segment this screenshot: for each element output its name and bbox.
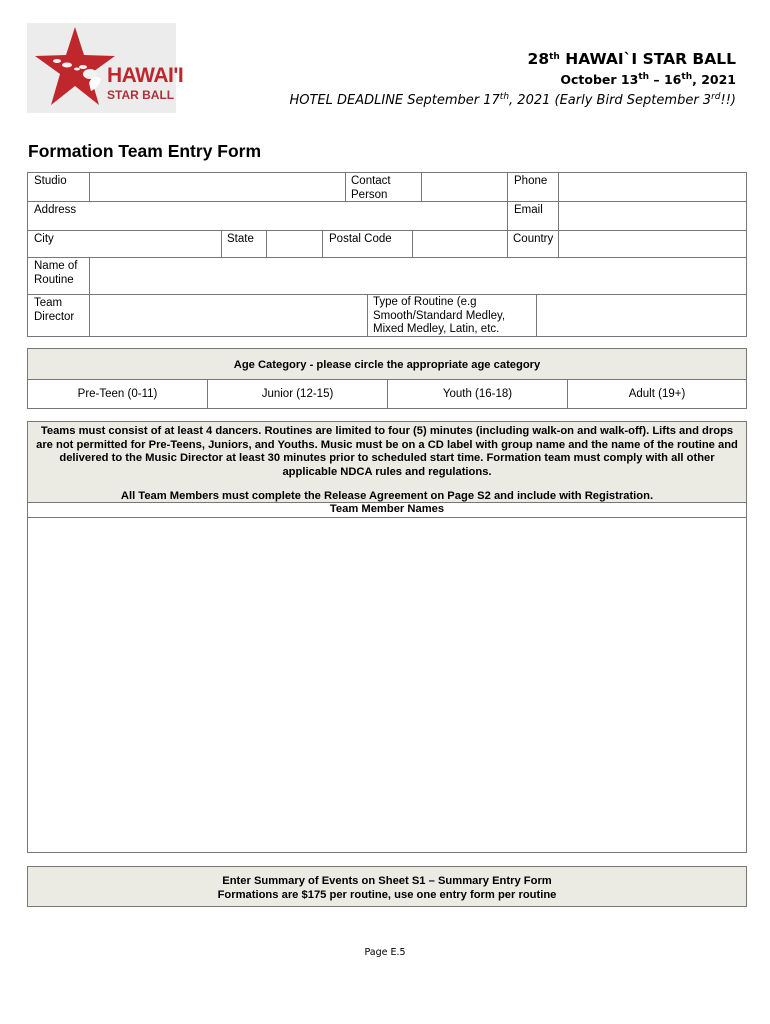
logo-line-2: STAR BALL bbox=[107, 88, 175, 102]
team-member-row[interactable] bbox=[27, 714, 747, 743]
team-member-row[interactable] bbox=[27, 742, 747, 771]
routine-name-label: Name of Routine bbox=[34, 260, 78, 286]
country-label-cell bbox=[507, 230, 559, 258]
email-label: Email bbox=[514, 204, 543, 216]
event-dates: October 13th – 16th, 2021 bbox=[560, 72, 736, 87]
routine-type-label: Type of Routine (e.g Smooth/Standard Medley, Mixed Medley, Latin, etc. bbox=[373, 296, 506, 335]
state-label: State bbox=[227, 233, 254, 245]
city-field[interactable] bbox=[27, 230, 222, 258]
routine-name-label-cell bbox=[27, 257, 90, 295]
team-director-field[interactable] bbox=[89, 294, 368, 337]
country-field[interactable] bbox=[558, 230, 747, 258]
event-title: 28th HAWAI`I STAR BALL bbox=[527, 50, 736, 68]
hawaii-star-ball-logo bbox=[27, 23, 184, 113]
phone-field[interactable] bbox=[558, 172, 747, 202]
phone-label: Phone bbox=[514, 175, 548, 187]
contact-person-label: Contact Person bbox=[351, 175, 391, 201]
summary-line-2: Formations are $175 per routine, use one entry form per routine bbox=[217, 889, 557, 901]
team-rules: Teams must consist of at least 4 dancers. Routines are limited to four (5) minutes (including walk-on and walk-off). Lifts and drops are not permitted for Pre-Teens, Juniors, and Youths. Music must be on a CD label with group name and the name of the routine and delivered to the Music Director at least 30 minutes prior to scheduled start time. Formation team must comply with all other applicable NDCA rules and regulations. bbox=[27, 421, 747, 503]
summary-note bbox=[27, 866, 747, 907]
email-field[interactable] bbox=[558, 201, 747, 231]
age-category-header: Age Category - please circle the appropriate age category bbox=[27, 348, 747, 380]
team-director-label: Team Director bbox=[34, 297, 75, 323]
team-member-row[interactable] bbox=[27, 574, 747, 603]
form-title: Formation Team Entry Form bbox=[28, 141, 262, 161]
page-number: Page E.5 bbox=[364, 947, 406, 958]
team-member-row[interactable] bbox=[27, 546, 747, 575]
city-label: City bbox=[34, 233, 54, 245]
address-field[interactable] bbox=[27, 201, 508, 231]
team-member-row[interactable] bbox=[27, 658, 747, 687]
contact-person-label-cell bbox=[345, 172, 422, 202]
postal-code-label-cell bbox=[322, 230, 413, 258]
age-option-adult[interactable]: Adult (19+) bbox=[567, 379, 747, 409]
team-director-label-cell bbox=[27, 294, 90, 337]
postal-code-field[interactable] bbox=[412, 230, 508, 258]
team-member-row[interactable] bbox=[27, 518, 747, 547]
email-label-cell bbox=[507, 201, 559, 231]
release-agreement-note: All Team Members must complete the Release Agreement on Page S2 and include with Registration. bbox=[120, 490, 654, 502]
team-member-row[interactable] bbox=[27, 770, 747, 799]
studio-field[interactable] bbox=[89, 172, 346, 202]
age-option-youth[interactable]: Youth (16-18) bbox=[387, 379, 568, 409]
team-member-row[interactable] bbox=[27, 630, 747, 659]
logo-text bbox=[107, 65, 183, 101]
age-option-junior[interactable]: Junior (12-15) bbox=[207, 379, 388, 409]
logo-line-1: HAWAI'I bbox=[107, 64, 184, 87]
summary-line-1: Enter Summary of Events on Sheet S1 – Summary Entry Form bbox=[222, 875, 552, 887]
team-member-names-header: Team Member Names bbox=[27, 503, 747, 518]
address-label: Address bbox=[34, 204, 77, 216]
team-member-row[interactable] bbox=[27, 686, 747, 715]
age-option-pre-teen[interactable]: Pre-Teen (0-11) bbox=[27, 379, 208, 409]
routine-type-field[interactable] bbox=[536, 294, 747, 337]
team-member-row[interactable] bbox=[27, 798, 747, 827]
studio-label-cell bbox=[27, 172, 90, 202]
team-member-row[interactable] bbox=[27, 602, 747, 631]
routine-name-field[interactable] bbox=[89, 257, 747, 295]
team-member-row[interactable] bbox=[27, 826, 747, 853]
contact-person-field[interactable] bbox=[421, 172, 508, 202]
state-field[interactable] bbox=[266, 230, 323, 258]
studio-label: Studio bbox=[34, 175, 67, 187]
postal-code-label: Postal Code bbox=[329, 233, 392, 245]
country-label: Country bbox=[513, 233, 554, 245]
phone-label-cell bbox=[507, 172, 559, 202]
routine-type-label-cell bbox=[367, 294, 537, 337]
hotel-deadline: HOTEL DEADLINE September 17th, 2021 (Early Bird September 3rd!!) bbox=[289, 92, 736, 108]
state-label-cell bbox=[221, 230, 267, 258]
